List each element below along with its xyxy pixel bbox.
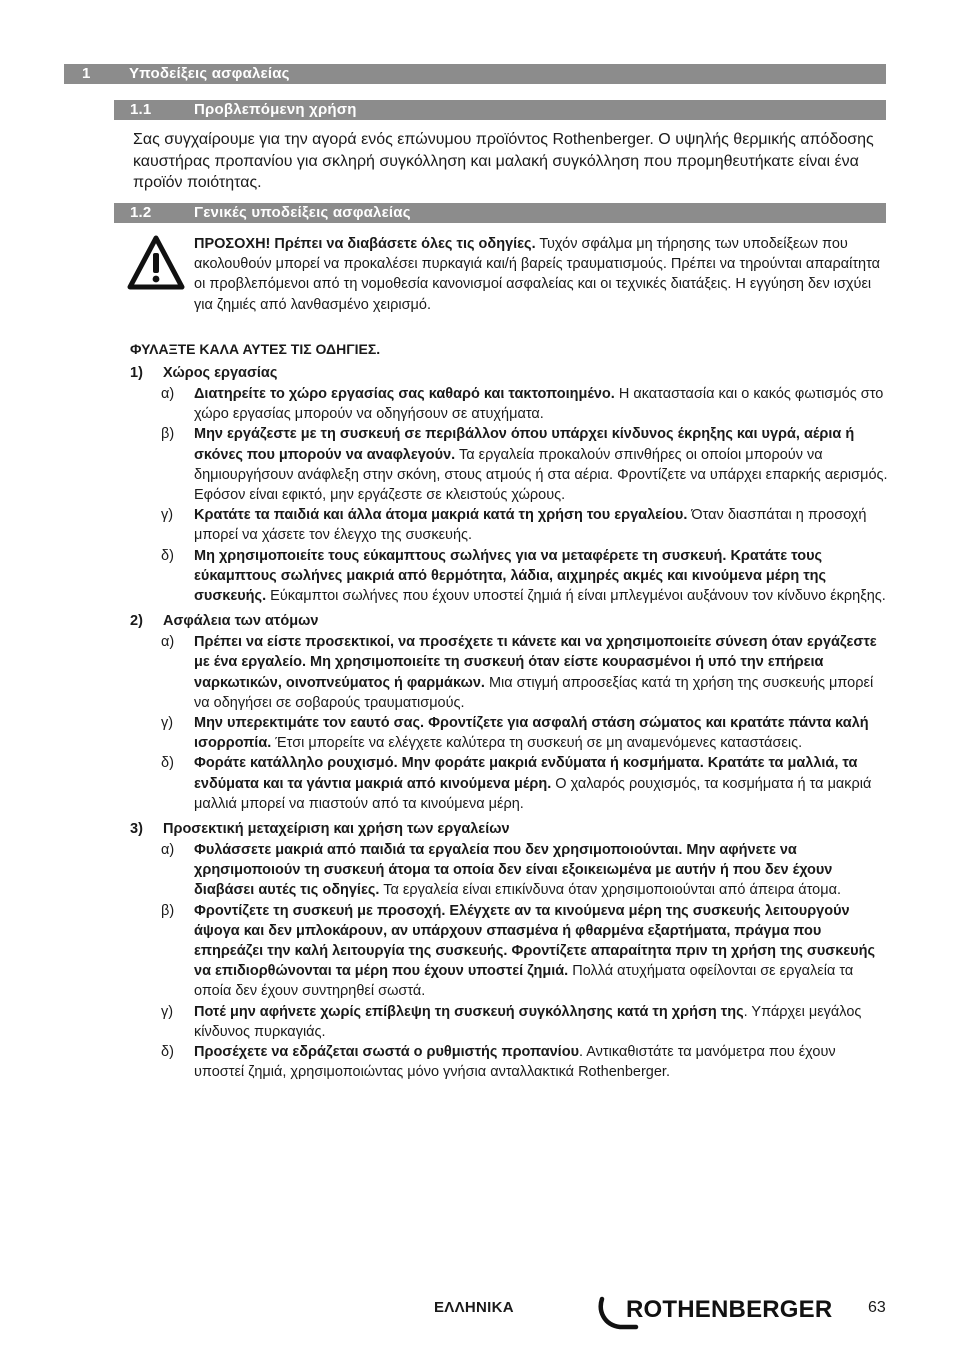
footer-language: ΕΛΛΗΝΙΚΑ: [434, 1299, 514, 1316]
item-plain-text: Τα εργαλεία προκαλούν σπινθήρες οι οποίοι μπορούν να δημιουργήσουν ανάφλεξη στην σκόνη, στους ατμούς ή στα αέρια. Φροντίζετε να υπάρχει επαρκής αερισμός. Εφόσον είναι εφικτό, μην εργάζεστε σε κλειστούς χώρους.: [194, 446, 888, 504]
list-item: [130, 713, 888, 753]
item-bold-text: Φροντίζετε τη συσκευή με προσοχή. Ελέγχετε αν τα κινούμενα μέρη της συσκευής λειτουργούν άψογα και δεν μπλοκάρουν, αν υπάρχουν σπασμένα ή φθαρμένα εξαρτήματα, πράγμα που επηρεάζει την καλή λειτουργία της συσκευής. Φροντίζετε απαραίτητα πριν τη χρήση της συσκευής να επιδιορθώνονται τα μέρη που έχουν υποστεί ζημιά.: [194, 902, 876, 980]
safety-section: [130, 364, 888, 606]
heading-title: Γενικές υποδείξεις ασφαλείας: [194, 204, 411, 221]
list-item: [130, 546, 888, 607]
item-label: α): [161, 634, 175, 651]
item-plain-text: . Υπάρχει μεγάλος κίνδυνος πυρκαγιάς.: [194, 1003, 862, 1040]
item-text: [194, 505, 888, 545]
item-bold-text: Προσέχετε να εδράζεται σωστά ο ρυθμιστής προπανίου: [194, 1044, 580, 1061]
section-title-text: Προσεκτική μεταχείριση και χρήση των εργαλείων: [163, 821, 510, 838]
item-bold-text: Μη χρησιμοποιείτε τους εύκαμπτους σωλήνες για να μεταφέρετε τη συσκευή. Κρατάτε τους εύκαμπτους σωλήνες μακριά από θερμότητα, λάδια, αιχμηρές ακμές και κινούμενα μέρη της συσκευής.: [194, 547, 827, 605]
item-text: [194, 753, 888, 814]
item-text: [194, 713, 888, 753]
list-item: [130, 901, 888, 1002]
section-title: [130, 364, 888, 382]
item-plain-text: Ο χαλαρός ρουχισμός, τα κοσμήματα ή τα μακριά μαλλιά μπορεί να πιαστούν από τα κινούμενα μέρη.: [194, 775, 872, 812]
item-plain-text: Εύκαμπτοι σωλήνες που έχουν υποστεί ζημιά ή είναι μπλεγμένοι αυξάνουν τον κίνδυνο έκρηξης.: [266, 588, 886, 605]
warning-triangle-icon: [126, 233, 186, 293]
item-text: [194, 1002, 888, 1042]
item-bold-text: Φυλάσσετε μακριά από παιδιά τα εργαλεία που δεν χρησιμοποιούνται. Μην αφήνετε να χρησιμοποιούν τη συσκευή άτομα τα οποία δεν είναι εξοικειωμένα με αυτήν ή που δεν έχουν διαβάσει αυτές τις οδηγίες.: [194, 842, 833, 899]
section-title: [130, 820, 888, 838]
item-bold-text: Μην υπερεκτιμάτε τον εαυτό σας. Φροντίζετε για ασφαλή στάση σώματος και κρατάτε πάντα καλή ισορροπία.: [194, 715, 869, 752]
list-item: [130, 384, 888, 424]
section-number: 2): [130, 613, 143, 630]
safety-section: [130, 612, 888, 814]
list-item: [130, 424, 888, 505]
item-label: δ): [161, 547, 174, 564]
list-item: [130, 1042, 888, 1082]
item-label: γ): [161, 715, 174, 732]
page-number: 63: [868, 1299, 886, 1316]
warning-bold: ΠΡΟΣΟΧΗ! Πρέπει να διαβάσετε όλες τις οδηγίες.: [194, 236, 536, 252]
item-text: [194, 840, 888, 901]
item-plain-text: Τα εργαλεία είναι επικίνδυνα όταν χρησιμοποιούνται από άπειρα άτομα.: [379, 882, 841, 899]
heading-number: 1.2: [130, 204, 152, 221]
item-bold-text: Μην εργάζεστε με τη συσκευή σε περιβάλλον όπου υπάρχει κίνδυνος έκρηξης και υγρά, αέρια ή σκόνες που μπορούν να αναφλεγούν.: [194, 426, 855, 463]
heading-title: Προβλεπόμενη χρήση: [194, 101, 357, 118]
warning-text: [194, 234, 886, 315]
item-text: [194, 546, 888, 607]
section-heading-1-2: [114, 203, 886, 223]
intro-text-cont: . Ο υψηλής θερμικής απόδοσης καυστήρας προπανίου για σκληρή συγκόλληση και μαλακή συγκόλληση που προμηθευτήκατε είναι ένα προϊόν ποιότητας.: [133, 131, 874, 191]
intro-paragraph: [133, 129, 885, 194]
item-plain-text: Η ακαταστασία και ο κακός φωτισμός στο χώρο εργασίας μπορούν να οδηγήσουν σε ατυχήματα.: [194, 386, 884, 423]
list-item: [130, 840, 888, 901]
intro-text: Σας συγχαίρουμε για την αγορά ενός επώνυμου προϊόντος: [133, 131, 553, 148]
item-plain-text: Πολλά ατυχήματα οφείλονται σε εργαλεία τα οποία δεν έχουν συντηρηθεί σωστά.: [194, 963, 854, 1000]
heading-number: 1.1: [130, 101, 152, 118]
item-bold-text: Πρέπει να είστε προσεκτικοί, να προσέχετε τι κάνετε και να χρησιμοποιείτε σύνεση όταν εργάζεστε με ένα εργαλείο. Μη χρησιμοποιείτε τη συσκευή όταν είστε κουρασμένοι ή υπό την επήρεια ναρκωτικών, οινοπνεύματος ή φαρμάκων.: [194, 634, 877, 691]
item-label: δ): [161, 1044, 174, 1061]
item-label: β): [161, 902, 175, 919]
item-text: [194, 901, 888, 1002]
item-label: α): [161, 386, 175, 402]
item-plain-text: Όταν διασπάται η προσοχή μπορεί να χάσετε τον έλεγχο της συσκευής.: [194, 507, 867, 544]
item-bold-text: Ποτέ μην αφήνετε χωρίς επίβλεψη τη συσκευή συγκόλλησης κατά τη χρήση της: [194, 1003, 744, 1020]
list-item: [130, 1002, 888, 1042]
warning-body: Τυχόν σφάλμα μη τήρησης των υποδείξεων που ακολουθούν μπορεί να προκαλέσει πυρκαγιά και/ή βαρείς τραυματισμούς. Πρέπει να τηρούνται απαραίτητα οι προβλεπόμενοι από τη νομοθεσία κανονισμοί ασφαλείας και οι τεχνικές διατάξεις. Η εγγύηση δεν ισχύει για ζημιές από λανθασμένο χειρισμό.: [194, 236, 881, 313]
heading-number: 1: [82, 65, 91, 82]
item-text: [194, 384, 888, 424]
item-plain-text: Έτσι μπορείτε να ελέγχετε καλύτερα τη συσκευή σε μη αναμενόμενες καταστάσεις.: [271, 735, 803, 752]
item-bold-text: Κρατάτε τα παιδιά και άλλα άτομα μακριά κατά τη χρήση του εργαλείου.: [194, 507, 688, 524]
item-label: δ): [161, 755, 174, 772]
logo-text: ROTHENBERGER: [626, 1296, 833, 1323]
item-plain-text: . Αντικαθιστάτε τα μανόμετρα που έχουν υποστεί ζημιά, χρησιμοποιώντας μόνο γνήσια ανταλλακτικά Rothenberger.: [194, 1044, 836, 1081]
section-title-text: Ασφάλεια των ατόμων: [163, 613, 319, 630]
section-title-text: Χώρος εργασίας: [163, 365, 278, 381]
item-bold-text: Διατηρείτε το χώρο εργασίας σας καθαρό και τακτοποιημένο.: [194, 386, 615, 402]
section-heading-1-1: [114, 100, 886, 120]
section-title: [130, 612, 888, 630]
safety-sections: [130, 364, 888, 1083]
list-item: [130, 505, 888, 545]
item-label: β): [161, 426, 175, 443]
item-label: α): [161, 842, 175, 859]
item-text: [194, 1042, 888, 1082]
item-text: [194, 632, 888, 713]
section-number: 1): [130, 365, 143, 381]
safety-section: [130, 820, 888, 1082]
section-heading-1: [64, 64, 886, 84]
list-item: [130, 753, 888, 814]
item-label: γ): [161, 1003, 174, 1020]
item-label: γ): [161, 507, 174, 524]
heading-title: Υποδείξεις ασφαλείας: [129, 65, 290, 82]
item-bold-text: Φοράτε κατάλληλο ρουχισμό. Μην φοράτε μακριά ενδύματα ή κοσμήματα. Κρατάτε τα μαλλιά, τα ενδύματα και τα γάντια μακριά από κινούμενα μέρη.: [194, 755, 858, 792]
section-number: 3): [130, 821, 143, 838]
list-item: [130, 632, 888, 713]
item-plain-text: Μια στιγμή απροσεξίας κατά τη χρήση της συσκευής μπορεί να οδηγήσει σε σοβαρούς τραυματισμούς.: [194, 674, 874, 711]
brand-name: Rothenberger: [552, 131, 650, 148]
keep-instructions-notice: ΦΥΛΑΞΤΕ ΚΑΛΑ ΑΥΤΕΣ ΤΙΣ ΟΔΗΓΙΕΣ.: [130, 341, 381, 357]
item-text: [194, 424, 888, 505]
